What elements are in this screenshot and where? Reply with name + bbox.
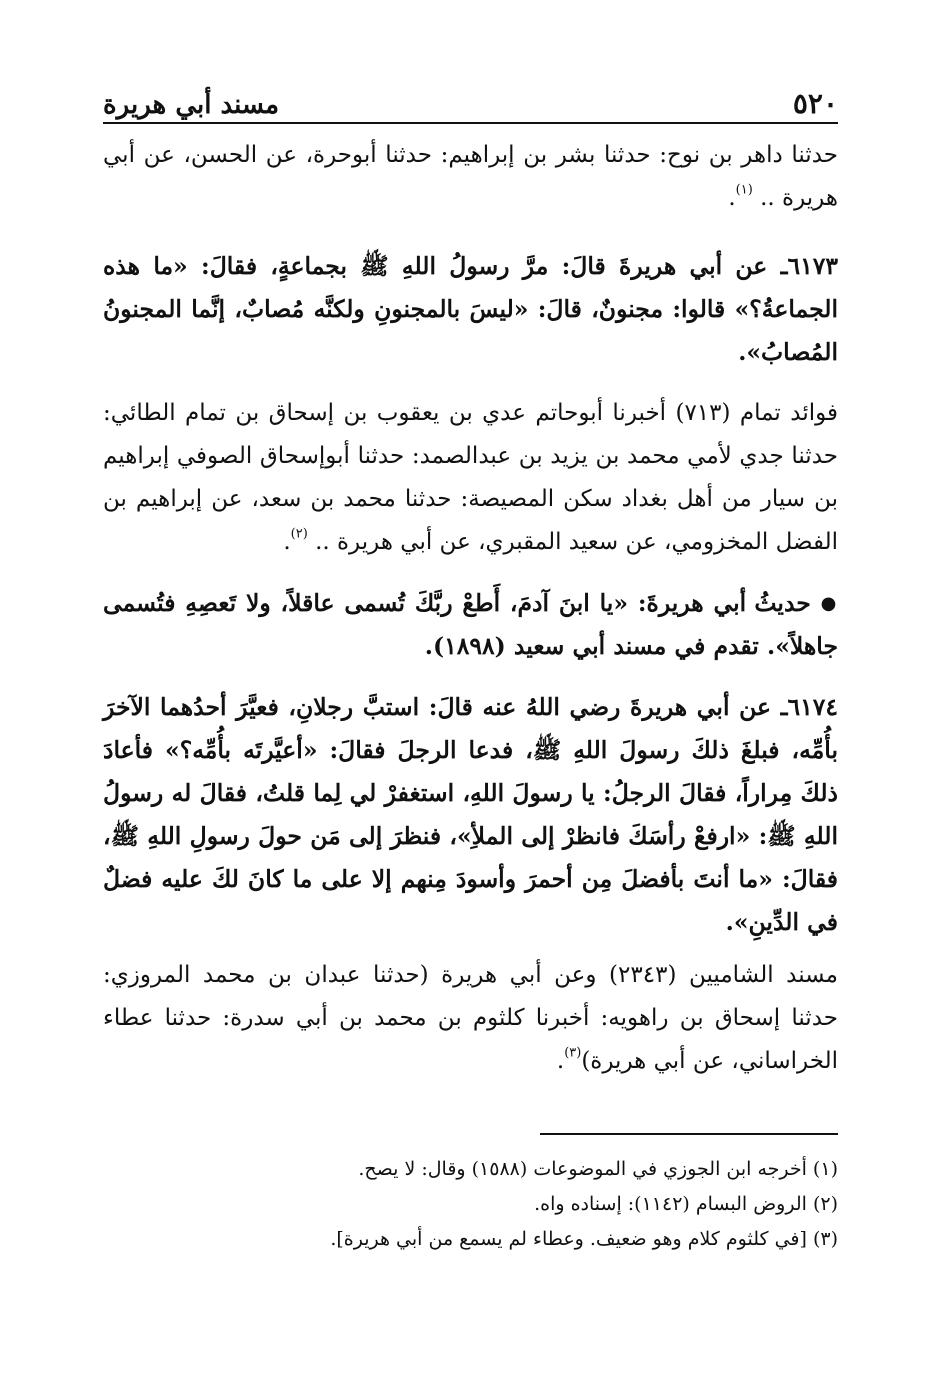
header-divider bbox=[103, 122, 838, 124]
hadith-6173: ٦١٧٣ـ عن أبي هريرةَ قالَ: مرَّ رسولُ اللهِ ﷺ بجماعةٍ، فقالَ: «ما هذه الجماعةُ؟» قالوا: مجنونٌ، قالَ: «ليسَ بالمجنونِ ولكنَّه مُصابٌ، إنَّما المجنونُ المُصابُ». bbox=[103, 252, 838, 366]
footnote-3: (٣) [في كلثوم كلام وهو ضعيف. وعطاء لم يسمع من أبي هريرة]. bbox=[330, 1228, 838, 1250]
footnote-divider bbox=[540, 1133, 838, 1135]
footnote-ref-1[interactable]: (١) bbox=[735, 182, 753, 198]
running-title: مسند أبي هريرة bbox=[103, 90, 280, 120]
hadith-cross-reference: ● حديثُ أبي هريرةَ: «يا ابنَ آدمَ، أَطعْ ربَّكَ تُسمى عاقلاً، ولا تَعصِهِ فتُسمى جاهلاً». تقدم في مسند أبي سعيد (١٨٩٨). bbox=[103, 589, 838, 661]
footnote-2: (٢) الروض البسام (١١٤٢): إسناده واه. bbox=[534, 1193, 838, 1215]
footnote-ref-3[interactable]: (٣) bbox=[564, 1045, 582, 1061]
footnote-ref-2[interactable]: (٢) bbox=[290, 526, 308, 542]
chain-of-narration-3: مسند الشاميين (٢٣٤٣) وعن أبي هريرة (حدثنا عبدان بن محمد المروزي: حدثنا إسحاق بن راهويه: أخبرنا كلثوم بن محمد بن أبي سدرة: حدثنا عطاء الخراساني، عن أبي هريرة)$^{(٣)}$. bbox=[103, 962, 838, 1075]
footnote-1: (١) أخرجه ابن الجوزي في الموضوعات (١٥٨٨) وقال: لا يصح. bbox=[358, 1158, 838, 1180]
chain-of-narration-2: فوائد تمام (٧١٣) أخبرنا أبوحاتم عدي بن يعقوب بن إسحاق بن تمام الطائي: حدثنا جدي لأمي محمد بن يزيد بن عبدالصمد: حدثنا أبوإسحاق الصوفي إبراهيم بن سيار من أهل بغداد سكن المصيصة: حدثنا محمد بن سعد، عن إبراهيم بن الفضل المخزومي، عن سعيد المقبري، عن أبي هريرة .. $^{(٢)}$. bbox=[103, 400, 838, 555]
hadith-6174: ٦١٧٤ـ عن أبي هريرةَ رضي اللهُ عنه قالَ: استبَّ رجلانِ، فعيَّرَ أحدُهما الآخرَ بأُمِّه، فبلغَ ذلكَ رسولَ اللهِ ﷺ، فدعا الرجلَ فقالَ: «أعيَّرتَه بأُمِّه؟» فأعادَ ذلكَ مِراراً، فقالَ الرجلُ: يا رسولَ اللهِ، استغفرْ لي لِما قلتُ، فقالَ له رسولُ اللهِ ﷺ: «ارفعْ رأسَكَ فانظرْ إلى الملأِ»، فنظرَ إلى مَن حولَ رسولِ اللهِ ﷺ، فقالَ: «ما أنتَ بأفضلَ مِن أحمرَ وأسودَ مِنهم إلا على ما كانَ لكَ عليه فضلٌ في الدِّينِ». bbox=[103, 693, 838, 937]
page-number: ٥٢٠ bbox=[792, 87, 838, 120]
bullet-icon: ● bbox=[820, 593, 838, 615]
page-header bbox=[103, 72, 838, 120]
chain-of-narration-1: حدثنا داهر بن نوح: حدثنا بشر بن إبراهيم: حدثنا أبوحرة، عن الحسن، عن أبي هريرة .. $^{(١)}$. bbox=[103, 142, 838, 211]
main-text bbox=[103, 134, 838, 1083]
footnotes bbox=[103, 1152, 838, 1257]
